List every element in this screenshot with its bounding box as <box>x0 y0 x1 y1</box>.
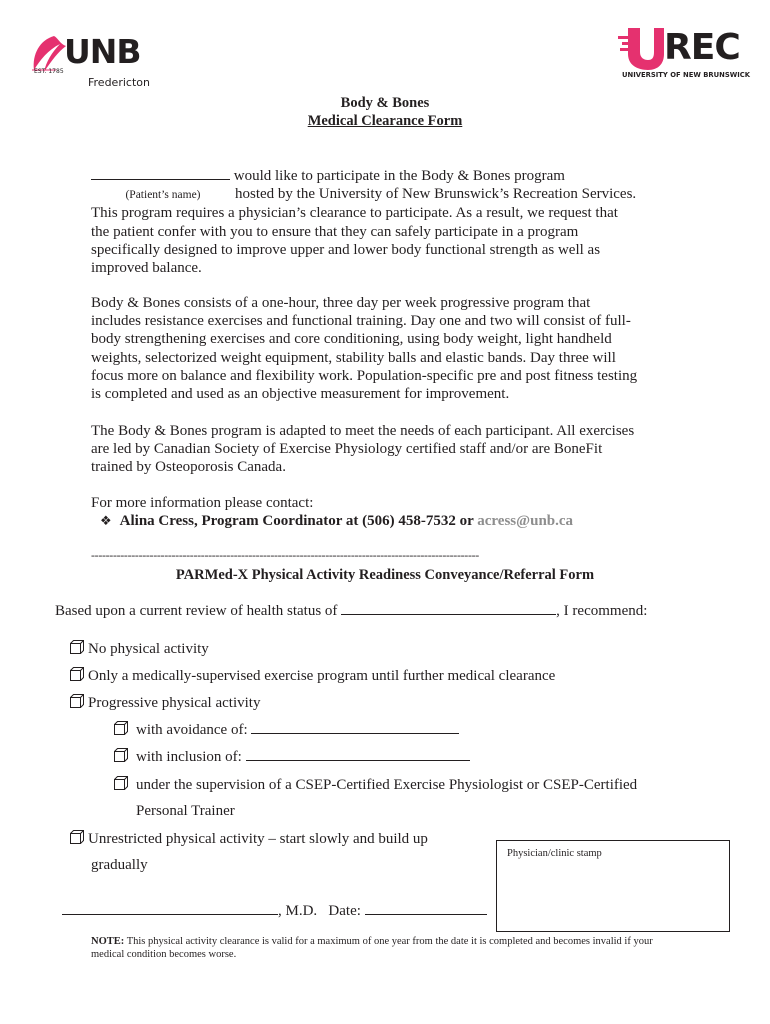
adaptation-line: The Body & Bones program is adapted to meet the needs of each participant. All exercises <box>91 423 635 439</box>
option-inclusion: with inclusion of: <box>114 748 470 766</box>
program-description <box>91 294 711 403</box>
description-line: focus more on balance and flexibility work. Population-specific pre and post fitness testing <box>91 367 638 384</box>
unb-campus: Fredericton <box>88 76 150 89</box>
option-unrestricted: Unrestricted physical activity – start slowly and build up <box>70 830 428 848</box>
physician-signature-field[interactable] <box>62 913 278 915</box>
physician-stamp-box[interactable] <box>496 840 730 932</box>
intro-paragraph <box>91 167 691 277</box>
signature-line: , M.D. Date: <box>62 903 487 920</box>
unb-logo <box>30 30 160 92</box>
patient-name-label: (Patient’s name) <box>125 189 201 202</box>
contact-email-link[interactable]: acress@unb.ca <box>477 513 574 529</box>
checkbox-icon[interactable] <box>70 694 84 708</box>
patient-name-field[interactable] <box>91 178 230 180</box>
adaptation-line: trained by Osteoporosis Canada. <box>91 459 286 476</box>
urec-subtitle: UNIVERSITY OF NEW BRUNSWICK <box>622 71 751 79</box>
intro-line3: This program requires a physician’s clearance to participate. As a result, we request that <box>91 205 618 222</box>
adaptation-line: are led by Canadian Society of Exercise Physiology certified staff and/or are BoneFit <box>91 441 603 458</box>
program-adaptation <box>91 422 711 477</box>
stamp-label: Physician/clinic stamp <box>507 848 602 859</box>
intro-line4: the patient confer with you to ensure that they can safely participate in a program <box>91 223 579 240</box>
form-title-line1: Body & Bones <box>340 95 430 111</box>
parmed-title: PARMed-X Physical Activity Readiness Conveyance/Referral Form <box>175 567 595 583</box>
checkbox-icon[interactable] <box>114 721 128 735</box>
note-label: NOTE: <box>91 936 125 947</box>
health-status-name-field[interactable] <box>341 613 556 615</box>
description-line: is completed and used as an objective measurement for improvement. <box>91 386 510 403</box>
checkbox-icon[interactable] <box>114 776 128 790</box>
contact-heading: For more information please contact: <box>91 495 314 511</box>
section-divider: ---------------------------------------------------------------------------------------------------------- <box>91 548 479 562</box>
checkbox-icon[interactable] <box>70 667 84 681</box>
validity-note: NOTE: This physical activity clearance is valid for a maximum of one year from the date it is completed and becomes invalid if your medical condition becomes worse. <box>91 936 653 960</box>
unb-wordmark: UNB <box>64 32 141 71</box>
option-supervision-line2: Personal Trainer <box>136 803 235 819</box>
form-title-line2: Medical Clearance Form <box>307 113 463 129</box>
description-line: body strengthening exercises and core conditioning, using body weight, light handheld <box>91 331 612 348</box>
unb-est: EST. 1785 <box>34 68 64 75</box>
checkbox-icon[interactable] <box>70 830 84 844</box>
option-unrestricted-line2: gradually <box>91 857 148 873</box>
option-supervision: under the supervision of a CSEP-Certified Exercise Physiologist or CSEP-Certified <box>114 776 637 794</box>
option-progressive: Progressive physical activity <box>70 694 260 712</box>
description-line: weights, selectorized weight equipment, stability balls and elastic bands. Day three will <box>91 349 616 366</box>
recommend-line: Based upon a current review of health status of , I recommend: <box>55 603 648 619</box>
urec-u-mark <box>618 26 668 70</box>
option-no-activity: No physical activity <box>70 640 209 658</box>
checkbox-icon[interactable] <box>114 748 128 762</box>
contact-line: ❖ Alina Cress, Program Coordinator at (506) 458-7532 or acress@unb.ca <box>100 513 574 529</box>
diamond-bullet-icon: ❖ <box>100 514 112 529</box>
intro-line6: improved balance. <box>91 260 202 277</box>
checkbox-icon[interactable] <box>70 640 84 654</box>
description-line: includes resistance exercises and functional training. Day one and two will consist of full- <box>91 313 631 330</box>
description-line: Body & Bones consists of a one-hour, three day per week progressive program that <box>91 295 591 311</box>
inclusion-field[interactable] <box>246 759 470 761</box>
date-field[interactable] <box>365 913 487 915</box>
intro-line5: specifically designed to improve upper and lower body functional strength as well as <box>91 241 601 258</box>
urec-logo <box>618 26 751 84</box>
urec-wordmark: REC <box>664 27 740 68</box>
intro-line2: (Patient’s name) hosted by the University of New Brunswick’s Recreation Services. <box>91 185 691 204</box>
intro-line1: would like to participate in the Body & Bones program <box>91 167 691 185</box>
option-supervised: Only a medically-supervised exercise program until further medical clearance <box>70 667 555 685</box>
option-avoidance: with avoidance of: <box>114 721 459 739</box>
avoidance-field[interactable] <box>251 732 459 734</box>
